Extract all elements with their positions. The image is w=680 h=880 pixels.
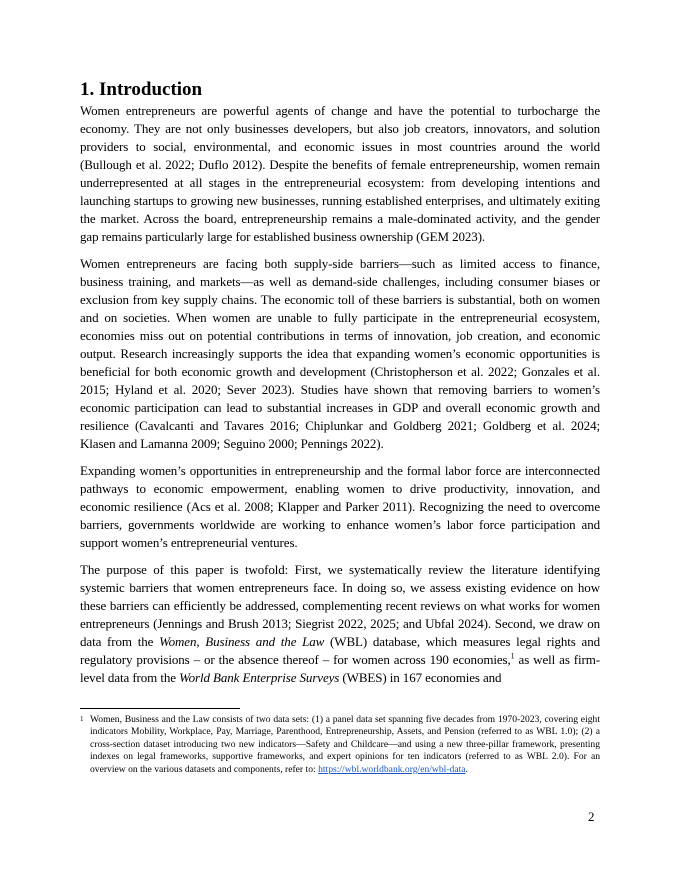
- paragraph-1: Women entrepreneurs are powerful agents of change and have the potential to turbocharge the economy. They are not only businesses developers, but also job creators, innovators, and solution providers to social, environmental, and economic issues in most countries around the world (Bullough et al. 2022; Duflo 2012). Despite the benefits of female entrepreneurship, women remain underrepresented at all stages in the entrepreneurial ecosystem: from developing intentions and launching startups to growing new businesses, running established enterprises, and ultimately exiting the market. Across the board, entrepreneurship remains a male-dominated activity, and the gender gap remains particularly large for established business ownership (GEM 2023).: [80, 103, 600, 244]
- paragraph-4: [80, 561, 600, 687]
- paragraph-3: Expanding women’s opportunities in entrepreneurship and the formal labor force are interconnected pathways to economic empowerment, enabling women to drive productivity, innovation, and economic resilience (Acs et al. 2008; Klapper and Parker 2011). Recognizing the need to overcome barriers, governments worldwide are working to enhance women’s labor force participation and support women’s entrepreneurial ventures.: [80, 463, 600, 550]
- footnote: [80, 714, 600, 776]
- paragraph-2: Women entrepreneurs are facing both supply-side barriers—such as limited access to finance, business training, and markets—as well as demand-side challenges, including consumer biases or exclusion from key supply chains. The economic toll of these barriers is substantial, both on women and on societies. When women are unable to fully participate in the entrepreneurial ecosystem, economies miss out on potential contributions in terms of innovation, job creation, and economic output. Research increasingly supports the idea that expanding women’s economic opportunities is beneficial for both economic growth and development (Christopherson et al. 2022; Gonzales et al. 2015; Hyland et al. 2020; Sever 2023). Studies have shown that removing barriers to women’s economic participation can lead to substantial increases in GDP and overall economic growth and resilience (Cavalcanti and Tavares 2016; Chiplunkar and Goldberg 2021; Goldberg et al. 2024; Klasen and Lamanna 2009; Seguino 2000; Pennings 2022).: [80, 256, 600, 451]
- footnote-body: Women, Business and the Law consists of two data sets: (1) a panel data set spanning five decades from 1970-2023, covering eight indicators Mobility, Workplace, Pay, Marriage, Parenthood, Entrepreneurship, Assets, and Pension (referred to as WBL 1.0); (2) a cross-section dataset introducing two new indicators—Safety and Childcare—and using a new three-pillar framework, presenting indexes on legal frameworks, supportive frameworks, and expert opinions for ten indicators (referred to as WBL 2.0). For an overview on the various datasets and components, refer to:: [90, 714, 600, 775]
- section-heading: 1. Introduction: [80, 79, 203, 100]
- footnote-suffix: .: [465, 763, 468, 775]
- footnote-divider: [80, 708, 240, 709]
- page-number: 2: [588, 809, 595, 824]
- wbl-title: Women, Business and the Law: [159, 634, 325, 649]
- paragraph-4-part-3: as well as firm-level data from the: [80, 652, 600, 685]
- footnote-reference[interactable]: 1: [510, 651, 515, 661]
- footnote-link[interactable]: https://wbl.worldbank.org/en/wbl-data: [318, 763, 466, 775]
- wbes-title: World Bank Enterprise Surveys: [179, 670, 340, 685]
- footnote-text: [90, 714, 600, 776]
- footnote-marker: 1: [80, 715, 84, 723]
- paragraph-4-part-1: The purpose of this paper is twofold: First, we systematically review the literature identifying systemic barriers that women entrepreneurs face. In doing so, we assess existing evidence on how these barriers can efficiently be addressed, complementing recent reviews on what works for women entrepreneurs (Jennings and Brush 2013; Siegrist 2022, 2025; and Ubfal 2024). Second, we draw on data from the: [80, 562, 600, 649]
- body-text: [80, 102, 600, 687]
- paragraph-4-part-2: (WBL) database, which measures legal rights and regulatory provisions – or the absence thereof – for women across 190 economies,: [80, 634, 601, 667]
- paragraph-4-part-4: (WBES) in 167 economies and: [339, 670, 502, 685]
